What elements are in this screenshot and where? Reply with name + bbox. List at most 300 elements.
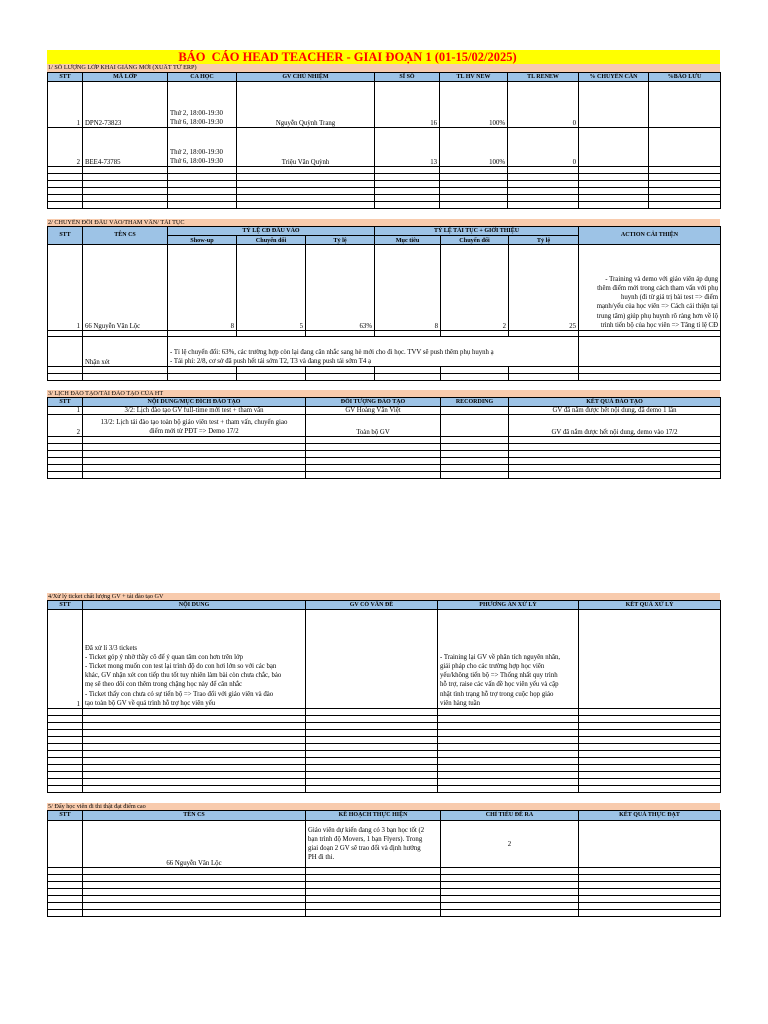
empty-cell xyxy=(441,367,509,374)
empty-row xyxy=(48,737,721,744)
cell-renewal-rate: 25 xyxy=(509,245,579,331)
new-classes-table xyxy=(47,72,721,209)
cell-renew-rate: 0 xyxy=(508,128,579,167)
cell-improvement-action: - Training và demo với giáo viên áp dụng thêm điểm mới trong cách tham vấn với phụ huynh (đi từ giá trị bài test => điểm mạnh/yếu của học viên => Cách cải thiện tại trung tâm) giúp phụ huynh rõ ràng hơn về lộ trình tiến bộ của học viên => Tăng tỉ lệ CĐ xyxy=(579,245,721,331)
remarks-label: Nhận xét xyxy=(83,337,168,367)
cell-homeroom-teacher: Nguyễn Quỳnh Trang xyxy=(237,82,375,128)
empty-row xyxy=(48,882,721,889)
empty-cell xyxy=(306,875,441,882)
empty-cell xyxy=(48,744,83,751)
col-header-attendance: % CHUYÊN CẦN xyxy=(579,73,649,82)
empty-row xyxy=(48,202,721,209)
table-row xyxy=(48,407,721,415)
empty-cell xyxy=(441,868,579,875)
section-2-heading: 2/ CHUYỂN ĐỔI ĐẦU VÀO/THAM VẤN/ TÁI TỤC xyxy=(47,219,720,226)
empty-cell xyxy=(48,737,83,744)
empty-cell xyxy=(48,167,83,174)
empty-cell xyxy=(168,374,237,381)
col-header-homeroom-teacher: GV CHỦ NHIỆM xyxy=(237,73,375,82)
col-group-renewal-referral: TỶ LỆ TÁI TỤC + GIỚI THIỆU xyxy=(375,227,579,236)
col-header-deferral: %BẢO LƯU xyxy=(649,73,721,82)
empty-cell xyxy=(375,167,440,174)
empty-cell xyxy=(438,786,579,793)
cell-intake-rate: 63% xyxy=(306,245,375,331)
header-row xyxy=(48,227,721,236)
empty-cell xyxy=(438,730,579,737)
empty-cell xyxy=(579,882,721,889)
empty-cell xyxy=(83,889,306,896)
cell-stt: 1 xyxy=(48,245,83,331)
remarks-text: - Tỉ lệ chuyển đổi: 63%, các trường hợp còn lại đang cân nhắc sang hè mới cho đi học. TVV sẽ push thêm phụ huynh ạ - Tái phí: 2/8, cơ sở đã push hết tái sớm T2, T3 và đang push tái sớm T4 ạ xyxy=(168,337,579,367)
empty-row xyxy=(48,779,721,786)
empty-cell xyxy=(83,765,306,772)
cell-show-up: 8 xyxy=(168,245,237,331)
empty-row xyxy=(48,896,721,903)
empty-cell xyxy=(83,188,168,195)
empty-cell xyxy=(83,882,306,889)
empty-cell xyxy=(83,723,306,730)
empty-cell xyxy=(375,174,440,181)
report-title: BÁO CÁO HEAD TEACHER - GIAI ĐOẠN 1 (01-15/02/2025) xyxy=(178,50,517,64)
empty-cell xyxy=(48,730,83,737)
empty-cell xyxy=(48,751,83,758)
empty-cell xyxy=(441,889,579,896)
empty-cell xyxy=(579,709,721,716)
empty-cell xyxy=(83,472,306,479)
col-header-affected-teacher: GV CÓ VẤN ĐỀ xyxy=(306,601,438,610)
empty-cell xyxy=(306,786,438,793)
header-row xyxy=(48,811,721,821)
empty-cell xyxy=(83,374,168,381)
empty-row xyxy=(48,472,721,479)
empty-cell xyxy=(438,772,579,779)
cell-deferral xyxy=(649,82,721,128)
empty-cell xyxy=(306,896,441,903)
empty-cell xyxy=(48,786,83,793)
table-row xyxy=(48,610,721,709)
empty-cell xyxy=(48,882,83,889)
empty-cell xyxy=(579,786,721,793)
empty-cell xyxy=(579,181,649,188)
empty-cell xyxy=(306,458,441,465)
col-header-renewal-rate: Tỷ lệ xyxy=(509,236,579,245)
empty-cell xyxy=(509,367,579,374)
empty-cell xyxy=(579,889,721,896)
empty-cell xyxy=(306,779,438,786)
empty-cell xyxy=(83,367,168,374)
empty-cell xyxy=(579,367,721,374)
empty-cell xyxy=(83,458,306,465)
cell-recording xyxy=(441,415,509,437)
empty-cell xyxy=(48,779,83,786)
cell-training-content: 3/2: Lịch đào tạo GV full-time mới test + tham vấn xyxy=(83,407,306,415)
empty-cell xyxy=(48,772,83,779)
empty-cell xyxy=(509,374,579,381)
header-row xyxy=(48,73,721,82)
empty-cell xyxy=(579,896,721,903)
empty-cell xyxy=(306,868,441,875)
cell-schedule: Thứ 2, 18:00-19:30 Thứ 6, 18:00-19:30 xyxy=(168,128,237,167)
empty-cell xyxy=(509,437,721,444)
empty-cell xyxy=(649,195,721,202)
col-header-stt: STT xyxy=(48,811,83,821)
col-header-training-content: NỘI DUNG/MỤC ĐÍCH ĐÀO TẠO xyxy=(83,398,306,407)
empty-cell xyxy=(579,744,721,751)
empty-cell xyxy=(48,875,83,882)
empty-cell xyxy=(168,181,237,188)
empty-cell xyxy=(306,910,441,917)
col-header-stt: STT xyxy=(48,601,83,610)
cell-schedule: Thứ 2, 18:00-19:30 Thứ 6, 18:00-19:30 xyxy=(168,82,237,128)
empty-cell xyxy=(438,737,579,744)
empty-cell xyxy=(438,751,579,758)
quality-ticket-table xyxy=(47,600,721,793)
empty-cell xyxy=(508,188,579,195)
empty-cell xyxy=(83,167,168,174)
empty-cell xyxy=(649,167,721,174)
empty-row xyxy=(48,744,721,751)
empty-cell xyxy=(306,758,438,765)
cell-training-result: GV đã nắm được hết nội dung, đã demo 1 lần xyxy=(509,407,721,415)
empty-cell xyxy=(306,889,441,896)
empty-row xyxy=(48,181,721,188)
empty-row xyxy=(48,875,721,882)
header-row xyxy=(48,398,721,407)
empty-cell xyxy=(48,868,83,875)
cell-center: 66 Nguyễn Văn Lộc xyxy=(83,245,168,331)
cell-affected-teacher xyxy=(306,610,438,709)
empty-cell xyxy=(579,765,721,772)
empty-cell xyxy=(83,786,306,793)
empty-cell xyxy=(441,472,509,479)
cell-plan: Giáo viên dự kiến đang có 3 bạn học tốt (2 bạn trình độ Movers, 1 bạn Flyers). Trong giai đoạn 2 GV sẽ trao đổi và định hướng PH đi thi. xyxy=(306,821,441,868)
cell-class-size: 16 xyxy=(375,82,440,128)
empty-row xyxy=(48,444,721,451)
table-row xyxy=(48,415,721,437)
empty-cell xyxy=(649,174,721,181)
empty-row xyxy=(48,758,721,765)
empty-cell xyxy=(83,437,306,444)
empty-cell xyxy=(509,451,721,458)
empty-row xyxy=(48,716,721,723)
section-5-heading: 5/ Đẩy học viên đi thi thật đạt điểm cao xyxy=(47,803,720,810)
col-header-new-rate: TL HV NEW xyxy=(440,73,508,82)
empty-cell xyxy=(237,202,375,209)
empty-cell xyxy=(508,181,579,188)
empty-cell xyxy=(441,903,579,910)
cell-ticket-content: Đã xử lí 3/3 tickets - Ticket góp ý nhờ thầy cô để ý quan tâm con hơn trên lớp - Ticket mong muốn con test lại trình độ do con hơi lớn so với các bạn khác, GV nhận xét con tiếp thu tốt tuy nhiên làm bài còn chưa chắc, bảo mẹ sẽ theo dõi con thêm trong chặng học này để cân nhắc - Ticket thấy con chưa có sự tiến bộ => Trao đổi với giáo viên và đào tạo toàn bộ GV về quá trình hỗ trợ học viên yếu xyxy=(83,610,306,709)
empty-cell xyxy=(306,437,441,444)
empty-row xyxy=(48,730,721,737)
col-header-stt: STT xyxy=(48,73,83,82)
cell-stt: 2 xyxy=(48,415,83,437)
empty-cell xyxy=(375,374,441,381)
empty-cell xyxy=(83,181,168,188)
col-header-target: CHỈ TIÊU ĐỀ RA xyxy=(441,811,579,821)
empty-cell xyxy=(438,709,579,716)
empty-cell xyxy=(438,744,579,751)
section-3-heading: 3/ LỊCH ĐÀO TẠO/TÁI ĐÀO TẠO CỦA HT xyxy=(47,390,720,397)
empty-cell xyxy=(440,202,508,209)
empty-cell xyxy=(508,167,579,174)
empty-cell xyxy=(579,202,649,209)
cell-stt: 1 xyxy=(48,407,83,415)
col-header-recording: RECORDING xyxy=(441,398,509,407)
empty-row xyxy=(48,868,721,875)
empty-cell xyxy=(48,367,83,374)
empty-cell xyxy=(579,730,721,737)
empty-cell xyxy=(438,779,579,786)
cell-training-audience: GV Hoàng Văn Việt xyxy=(306,407,441,415)
empty-cell xyxy=(83,896,306,903)
empty-cell xyxy=(48,716,83,723)
empty-cell xyxy=(48,374,83,381)
cell-renew-rate: 0 xyxy=(508,82,579,128)
empty-cell xyxy=(375,181,440,188)
empty-cell xyxy=(579,772,721,779)
empty-cell xyxy=(306,716,438,723)
cell-training-content: 13/2: Lịch tái đào tạo toàn bộ giáo viên test + tham vấn, chuyển giao điểm mới từ PĐT => Demo 17/2 xyxy=(83,415,306,437)
empty-row xyxy=(48,751,721,758)
empty-cell xyxy=(306,709,438,716)
empty-cell xyxy=(579,167,649,174)
table-row xyxy=(48,82,721,128)
cell-intake-converted: 5 xyxy=(237,245,306,331)
empty-cell xyxy=(306,882,441,889)
cell-renewal-target: 8 xyxy=(375,245,441,331)
cell-training-result: GV đã nắm được hết nội dung, demo vào 17/2 xyxy=(509,415,721,437)
cell-stt: 2 xyxy=(48,128,83,167)
cell-homeroom-teacher: Triệu Văn Quỳnh xyxy=(237,128,375,167)
empty-cell xyxy=(579,195,649,202)
cell-stt: 1 xyxy=(48,610,83,709)
empty-row xyxy=(48,188,721,195)
col-header-intake-rate: Tỷ lệ xyxy=(306,236,375,245)
col-header-renewal-converted: Chuyển đổi xyxy=(441,236,509,245)
empty-cell xyxy=(306,374,375,381)
empty-cell xyxy=(306,723,438,730)
empty-cell xyxy=(579,751,721,758)
col-header-training-result: KẾT QUẢ ĐÀO TẠO xyxy=(509,398,721,407)
empty-cell xyxy=(83,195,168,202)
empty-cell xyxy=(48,472,83,479)
empty-cell xyxy=(48,437,83,444)
empty-cell xyxy=(83,716,306,723)
empty-cell xyxy=(83,465,306,472)
empty-row xyxy=(48,765,721,772)
cell-training-audience: Toàn bộ GV xyxy=(306,415,441,437)
empty-cell xyxy=(168,167,237,174)
empty-cell xyxy=(48,188,83,195)
remarks-row xyxy=(48,337,721,367)
empty-cell xyxy=(579,758,721,765)
cell-new-rate: 100% xyxy=(440,82,508,128)
empty-row xyxy=(48,709,721,716)
empty-cell xyxy=(441,458,509,465)
empty-cell xyxy=(83,875,306,882)
empty-cell xyxy=(306,903,441,910)
cell-recording xyxy=(441,407,509,415)
empty-cell xyxy=(509,472,721,479)
empty-cell xyxy=(48,896,83,903)
empty-cell xyxy=(579,337,721,367)
empty-cell xyxy=(441,882,579,889)
empty-cell xyxy=(441,875,579,882)
empty-row xyxy=(48,458,721,465)
empty-cell xyxy=(83,779,306,786)
empty-cell xyxy=(306,765,438,772)
empty-cell xyxy=(83,903,306,910)
empty-cell xyxy=(83,868,306,875)
empty-cell xyxy=(579,737,721,744)
empty-cell xyxy=(48,337,83,367)
empty-cell xyxy=(83,758,306,765)
empty-cell xyxy=(306,451,441,458)
empty-cell xyxy=(237,188,375,195)
cell-solution: - Training lại GV về phân tích nguyên nhân, giải pháp cho các trường hợp học viên yếu/không tiến bộ => Thống nhất quy trình hỗ trợ, raise các vấn đề học viên yếu và cập nhật tình trạng hỗ trợ trong cuộc họp giáo viên hàng tuần xyxy=(438,610,579,709)
col-header-intake-converted: Chuyển đổi xyxy=(237,236,306,245)
empty-cell xyxy=(579,903,721,910)
empty-cell xyxy=(375,202,440,209)
empty-cell xyxy=(48,458,83,465)
empty-cell xyxy=(306,772,438,779)
col-header-show-up: Show-up xyxy=(168,236,237,245)
empty-cell xyxy=(237,174,375,181)
cell-center: 66 Nguyễn Văn Lộc xyxy=(83,821,306,868)
empty-row xyxy=(48,889,721,896)
empty-cell xyxy=(306,744,438,751)
header-row xyxy=(48,601,721,610)
empty-cell xyxy=(83,730,306,737)
col-header-actual-result: KẾT QUẢ THỰC ĐẠT xyxy=(579,811,721,821)
empty-row xyxy=(48,437,721,444)
empty-cell xyxy=(579,875,721,882)
empty-cell xyxy=(48,465,83,472)
empty-cell xyxy=(440,174,508,181)
empty-cell xyxy=(48,765,83,772)
cell-class-size: 13 xyxy=(375,128,440,167)
cell-actual-result xyxy=(579,821,721,868)
cell-new-rate: 100% xyxy=(440,128,508,167)
cell-handling-result xyxy=(579,610,721,709)
empty-cell xyxy=(440,181,508,188)
empty-row xyxy=(48,786,721,793)
empty-cell xyxy=(579,910,721,917)
col-header-renew-rate: TL RENEW xyxy=(508,73,579,82)
col-group-intake-conversion: TỶ LỆ CĐ ĐẦU VÀO xyxy=(168,227,375,236)
empty-cell xyxy=(48,723,83,730)
empty-cell xyxy=(48,195,83,202)
report-title-bar xyxy=(47,50,720,64)
empty-cell xyxy=(579,723,721,730)
empty-cell xyxy=(438,716,579,723)
conversion-renewal-table xyxy=(47,226,721,381)
empty-row xyxy=(48,167,721,174)
cell-class-code: DPN2-73823 xyxy=(83,82,168,128)
empty-row xyxy=(48,910,721,917)
empty-cell xyxy=(237,374,306,381)
empty-row xyxy=(48,772,721,779)
empty-cell xyxy=(375,195,440,202)
empty-cell xyxy=(508,202,579,209)
cell-target: 2 xyxy=(441,821,579,868)
empty-cell xyxy=(306,730,438,737)
empty-cell xyxy=(168,367,237,374)
empty-cell xyxy=(48,202,83,209)
col-header-stt: STT xyxy=(48,227,83,245)
empty-cell xyxy=(48,889,83,896)
section-4-heading: 4/Xử lý ticket chất lượng GV + tái đào tạo GV xyxy=(47,593,720,600)
cell-stt xyxy=(48,821,83,868)
empty-cell xyxy=(237,195,375,202)
col-header-center: TÊN CS xyxy=(83,227,168,245)
empty-cell xyxy=(306,737,438,744)
section-1-heading: 1/ SỐ LƯỢNG LỚP KHAI GIẢNG MỚI (XUẤT TỪ ERP) xyxy=(47,64,720,72)
cell-attendance xyxy=(579,82,649,128)
empty-cell xyxy=(438,758,579,765)
empty-cell xyxy=(48,181,83,188)
empty-cell xyxy=(509,465,721,472)
empty-cell xyxy=(440,167,508,174)
col-header-class-code: MÃ LỚP xyxy=(83,73,168,82)
empty-cell xyxy=(441,437,509,444)
empty-cell xyxy=(306,444,441,451)
col-header-ticket-content: NỘI DUNG xyxy=(83,601,306,610)
empty-cell xyxy=(649,202,721,209)
col-header-class-size: SĨ SỐ xyxy=(375,73,440,82)
col-header-improvement-action: ACTION CẢI THIỆN xyxy=(579,227,721,245)
empty-cell xyxy=(441,465,509,472)
empty-cell xyxy=(306,367,375,374)
empty-row xyxy=(48,465,721,472)
empty-row xyxy=(48,174,721,181)
empty-cell xyxy=(579,716,721,723)
empty-cell xyxy=(168,195,237,202)
empty-cell xyxy=(441,444,509,451)
empty-cell xyxy=(48,910,83,917)
col-header-handling-result: KẾT QUẢ XỬ LÝ xyxy=(579,601,721,610)
col-header-center: TÊN CS xyxy=(83,811,306,821)
empty-cell xyxy=(649,181,721,188)
empty-cell xyxy=(441,451,509,458)
empty-cell xyxy=(306,751,438,758)
empty-cell xyxy=(237,181,375,188)
empty-cell xyxy=(509,444,721,451)
table-row xyxy=(48,245,721,331)
empty-row xyxy=(48,903,721,910)
empty-cell xyxy=(168,174,237,181)
empty-cell xyxy=(168,202,237,209)
table-row xyxy=(48,128,721,167)
col-header-schedule: CA HỌC xyxy=(168,73,237,82)
empty-cell xyxy=(83,174,168,181)
empty-cell xyxy=(441,374,509,381)
empty-cell xyxy=(83,772,306,779)
empty-cell xyxy=(441,896,579,903)
empty-cell xyxy=(48,758,83,765)
col-header-stt: STT xyxy=(48,398,83,407)
empty-cell xyxy=(48,903,83,910)
empty-cell xyxy=(306,465,441,472)
empty-cell xyxy=(441,910,579,917)
empty-cell xyxy=(83,744,306,751)
empty-cell xyxy=(83,737,306,744)
empty-row xyxy=(48,374,721,381)
empty-cell xyxy=(579,174,649,181)
empty-row xyxy=(48,723,721,730)
empty-cell xyxy=(83,444,306,451)
empty-row xyxy=(48,367,721,374)
